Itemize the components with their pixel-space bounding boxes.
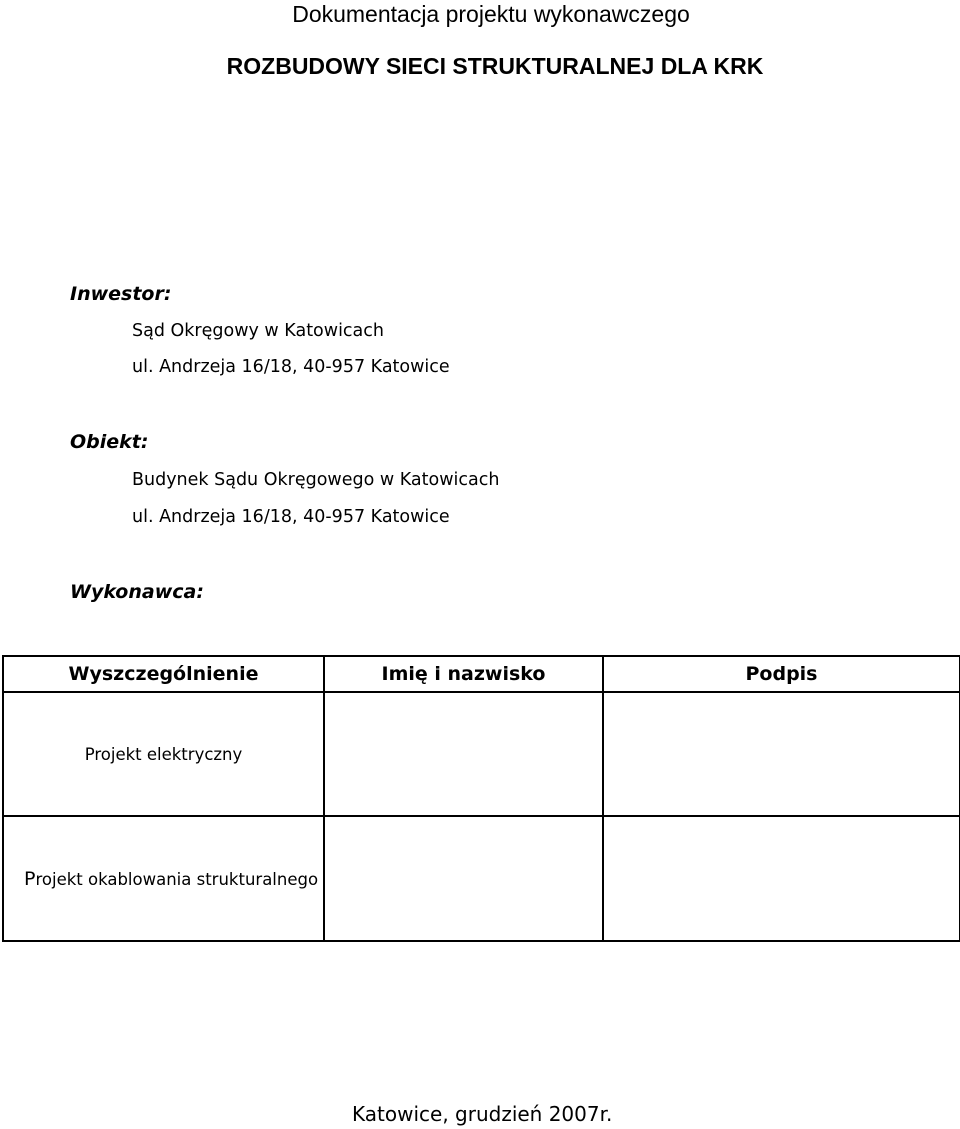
document-title: ROZBUDOWY SIECI STRUKTURALNEJ DLA KRK [226,53,764,79]
table-header-row [3,656,960,692]
signature-cell [603,692,960,816]
object-name: Budynek Sądu Okręgowego w Katowicach [132,470,500,490]
column-header-full-name: Imię i nazwisko [324,656,603,692]
role-cell: Projekt elektryczny [3,692,324,816]
investor-address: ul. Andrzeja 16/18, 40-957 Katowice [132,357,450,377]
object-address: ul. Andrzeja 16/18, 40-957 Katowice [132,507,450,527]
column-header-signature: Podpis [603,656,960,692]
role-cell [3,816,324,941]
table-row [3,692,960,816]
role-text: rojekt okablowania strukturalnego [35,869,319,889]
document-subtitle: Dokumentacja projektu wykonawczego [292,1,690,27]
signature-table [2,655,960,942]
place-and-date: Katowice, grudzień 2007r. [352,1102,613,1126]
name-cell [324,816,603,941]
name-cell [324,692,603,816]
column-header-specification: Wyszczególnienie [3,656,324,692]
object-label: Obiekt: [70,431,149,453]
table-row [3,816,960,941]
role-first-letter: P [24,867,36,890]
signature-cell [603,816,960,941]
investor-name: Sąd Okręgowy w Katowicach [132,321,384,341]
contractor-label: Wykonawca: [70,581,204,603]
investor-label: Inwestor: [70,283,172,305]
